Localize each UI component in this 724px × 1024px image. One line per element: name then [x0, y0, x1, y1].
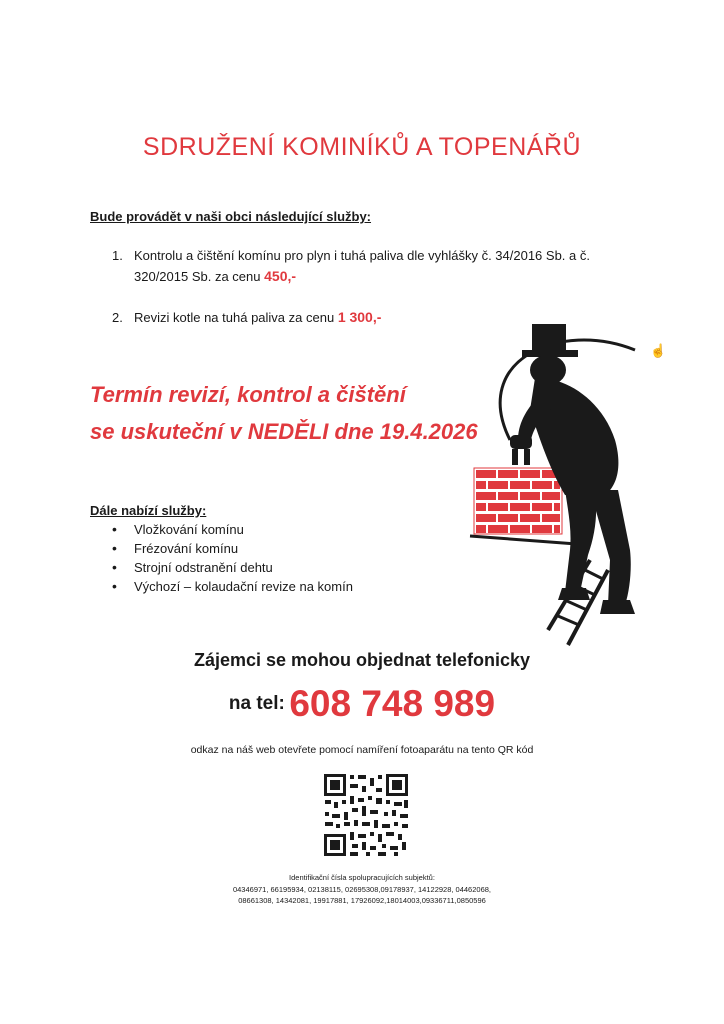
service-text: Kontrolu a čištění komínu pro plyn i tuhá paliva dle vyhlášky č. 34/2016 Sb. a č. 320/2015 Sb. za cenu 450,- [134, 248, 590, 284]
page-title: SDRUŽENÍ KOMINÍKŮ A TOPENÁŘŮ [142, 133, 582, 161]
service-price: 450,- [264, 268, 297, 284]
partner-ids-line-1: 04346971, 66195934, 02138115, 02695308,09178937, 14122928, 04462068, [232, 885, 492, 894]
partner-ids-title: Identifikační čísla spolupracujících subjektů: [289, 873, 435, 882]
list-item: • Výchozí – kolaudační revize na komín [112, 577, 353, 596]
service-item-1 [112, 245, 632, 287]
phone-row [0, 683, 724, 725]
phone-label: na tel: [228, 693, 285, 714]
announcement-line-1: Termín revizí, kontrol a čištění [90, 382, 406, 407]
qr-note: odkaz na náš web otevřete pomocí namíření fotoaparátu na tento QR kód [190, 744, 534, 756]
more-services-title: Dále nabízí služby: [90, 503, 207, 518]
contact-heading: Zájemci se mohou objednat telefonicky [193, 650, 531, 670]
announcement-line-2: se uskuteční v NEDĚLI dne 19.4.2026 [90, 419, 478, 444]
more-services-list [112, 520, 353, 596]
list-item: • Strojní odstranění dehtu [112, 558, 353, 577]
list-item: • Frézování komínu [112, 539, 353, 558]
service-number: 2. [112, 310, 123, 325]
list-item: • Vložkování komínu [112, 520, 353, 539]
phone-number[interactable]: 608 748 989 [289, 683, 496, 724]
service-text: Revizi kotle na tuhá paliva za cenu 1 300,- [134, 309, 382, 325]
hand-cursor-icon: ☝ [650, 343, 667, 358]
qr-code[interactable] [322, 772, 410, 858]
chimney-sweep-illustration [440, 300, 660, 680]
brick-chimney-icon [474, 468, 562, 534]
services-intro: Bude provádět v naši obci následující služby: [90, 209, 372, 224]
partner-ids-line-2: 08661308, 14342081, 19917881, 17926092,18014003,09336711,0850596 [238, 896, 486, 905]
service-number: 1. [112, 248, 123, 263]
service-price: 1 300,- [337, 309, 382, 325]
